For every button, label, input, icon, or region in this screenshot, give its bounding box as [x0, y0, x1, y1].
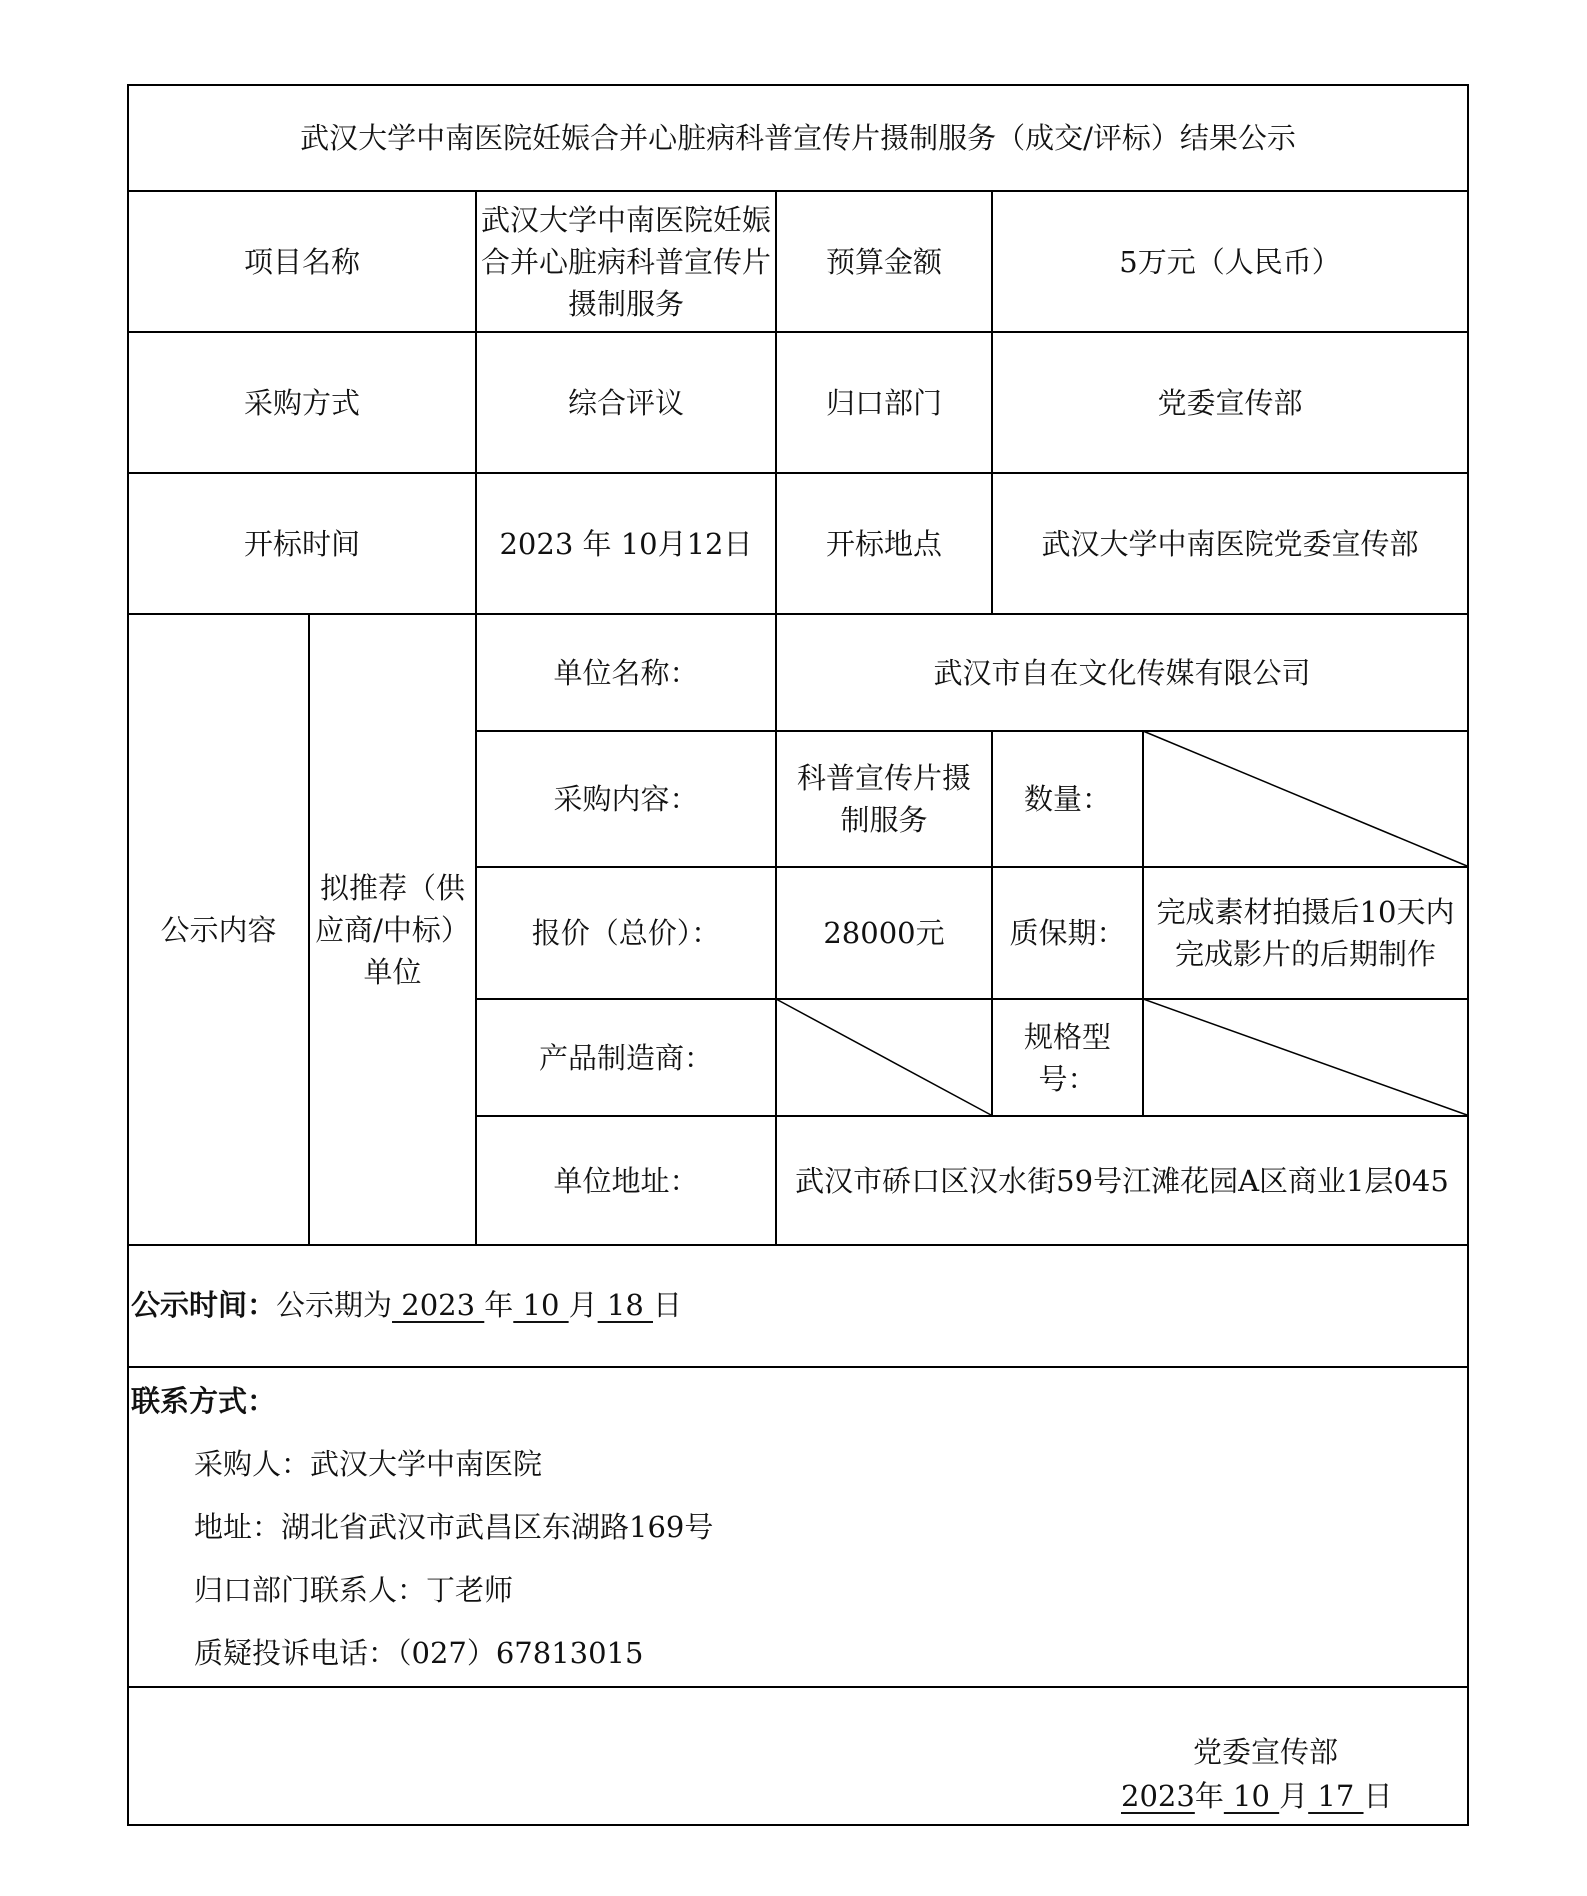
- warranty-label: 质保期：: [1009, 916, 1126, 950]
- open-time-label: 开标时间: [243, 526, 360, 561]
- address-label: 单位地址：: [553, 1163, 699, 1198]
- price-value: 28000元: [823, 916, 945, 950]
- publicity-day: 18: [597, 1288, 653, 1322]
- footer-month: 10: [1223, 1779, 1280, 1813]
- budget-label: 预算金额: [825, 244, 942, 279]
- content-value: 科普宣传片摄制服务: [796, 761, 971, 837]
- publicity-label: 公示时间：: [131, 1288, 277, 1322]
- publicity-month: 10: [513, 1288, 569, 1322]
- procurement-method-value: 综合评议: [567, 385, 684, 420]
- open-time-value: 2023 年 10月12日: [499, 526, 753, 561]
- recommended-unit-label: 拟推荐（供应商/中标）单位: [315, 870, 470, 989]
- footer-department: 党委宣传部: [1193, 1735, 1339, 1769]
- content-label: 采购内容：: [553, 782, 699, 816]
- department-label: 归口部门: [825, 385, 942, 420]
- unit-name-label: 单位名称：: [553, 655, 699, 690]
- procurement-method-label: 采购方式: [243, 385, 360, 420]
- announcement-label: 公示内容: [160, 912, 277, 947]
- department-value: 党委宣传部: [1157, 385, 1303, 420]
- publicity-day-unit: 日: [653, 1288, 683, 1322]
- budget-value: 5万元（人民币）: [1119, 244, 1341, 279]
- publicity-period: [131, 1284, 682, 1326]
- contact-label: 联系方式：: [131, 1384, 277, 1418]
- open-place-value: 武汉大学中南医院党委宣传部: [1041, 526, 1419, 561]
- project-name-label: 项目名称: [243, 244, 360, 279]
- footer-day: 17: [1308, 1779, 1364, 1813]
- unit-name-value: 武汉市自在文化传媒有限公司: [933, 655, 1311, 690]
- spec-label: 规格型号：: [1023, 1019, 1111, 1096]
- footer-date: [1121, 1775, 1393, 1817]
- publicity-year-unit: 年: [484, 1288, 514, 1322]
- contact-person: 归口部门联系人：丁老师: [194, 1573, 514, 1607]
- price-label: 报价（总价）：: [531, 916, 721, 950]
- contact-purchaser: 采购人：武汉大学中南医院: [194, 1447, 543, 1481]
- footer-year: 2023: [1121, 1779, 1195, 1813]
- notice-title: 武汉大学中南医院妊娠合并心脏病科普宣传片摄制服务（成交/评标）结果公示: [300, 121, 1296, 155]
- publicity-prefix: 公示期为: [276, 1288, 393, 1322]
- address-value: 武汉市硚口区汉水街59号江滩花园A区商业1层045: [795, 1163, 1449, 1198]
- contact-phone: 质疑投诉电话：（027）67813015: [194, 1636, 644, 1670]
- publicity-month-unit: 月: [568, 1288, 598, 1322]
- footer-year-unit: 年: [1194, 1779, 1224, 1813]
- manufacturer-label: 产品制造商：: [538, 1040, 713, 1075]
- publicity-year: 2023: [392, 1288, 485, 1322]
- warranty-value: 完成素材拍摄后10天内完成影片的后期制作: [1156, 895, 1455, 971]
- open-place-label: 开标地点: [825, 526, 942, 561]
- footer-day-unit: 日: [1363, 1779, 1393, 1813]
- contact-address: 地址：湖北省武汉市武昌区东湖路169号: [194, 1510, 714, 1544]
- footer-month-unit: 月: [1279, 1779, 1309, 1813]
- project-name-value: 武汉大学中南医院妊娠合并心脏病科普宣传片摄制服务: [481, 202, 772, 321]
- quantity-label: 数量：: [1023, 782, 1111, 816]
